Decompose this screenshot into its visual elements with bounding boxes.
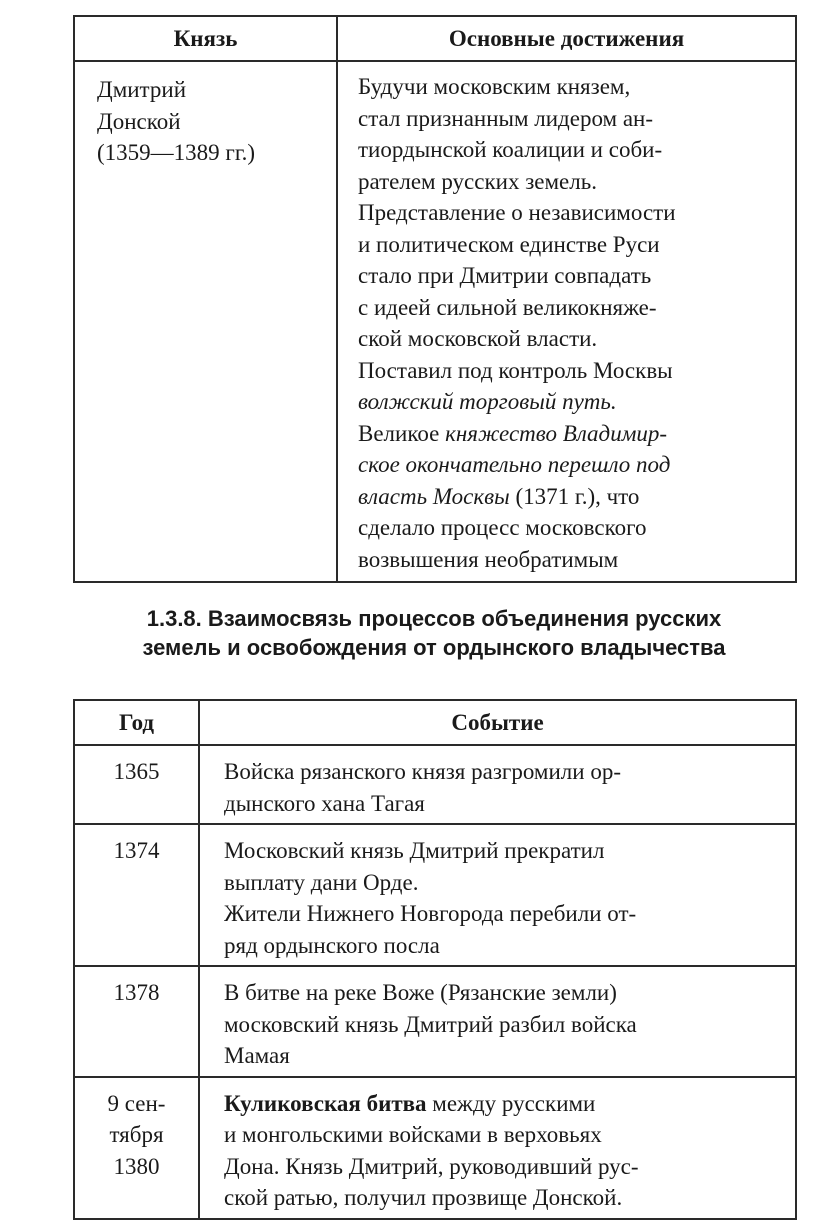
text-line — [358, 481, 795, 513]
text-line: с идеей сильной великокняже- — [358, 294, 657, 320]
text-line: стало при Дмитрии совпадать — [358, 263, 652, 288]
italic-term: волжский торговый путь. — [358, 389, 617, 414]
heading-line: 1.3.8. Взаимосвязь процессов объединения русских — [146, 606, 722, 631]
table-row — [74, 61, 796, 582]
date-note: (1371 г.), что — [515, 483, 640, 509]
table-header-row — [74, 700, 796, 745]
table-header-row — [74, 16, 796, 61]
italic-term: ское окончательно перешло под — [358, 452, 671, 477]
year-cell — [74, 824, 199, 966]
text-line: Поставил под контроль Москвы — [358, 357, 673, 383]
italic-term: власть Москвы — [358, 483, 510, 509]
year-cell — [74, 1077, 199, 1219]
events-table — [73, 699, 797, 1220]
event-text-line: и монгольскими войсками в верховьях — [224, 1122, 602, 1147]
event-cell — [199, 745, 796, 824]
event-cell — [199, 1077, 796, 1219]
event-cell — [199, 824, 796, 966]
event-cell — [199, 966, 796, 1077]
column-header-year: Год — [74, 700, 199, 745]
text-line: стал признанным лидером ан- — [358, 105, 654, 131]
table-row — [74, 1077, 796, 1219]
year-cell — [74, 745, 199, 824]
princes-table — [73, 15, 797, 583]
event-text-line: московский князь Дмитрий разбил войска — [224, 1011, 637, 1037]
section-heading — [73, 604, 795, 662]
table-row — [74, 824, 796, 966]
event-text-line: Мамая — [224, 1043, 290, 1068]
text-line — [358, 418, 795, 450]
event-text-line — [224, 1088, 795, 1120]
table-row — [74, 745, 796, 824]
text-line: рателем русских земель. — [358, 168, 597, 194]
event-text-line: Войска рязанского князя разгромили ор- — [224, 759, 621, 784]
table-row — [74, 966, 796, 1077]
event-text-line: Дона. Князь Дмитрий, руководивший рус- — [224, 1153, 639, 1179]
heading-line: земель и освобождения от ордынского владычества — [142, 635, 726, 660]
year-text: 1380 — [113, 1153, 160, 1179]
event-text-line: ской ратью, получил прозвище Донской. — [224, 1185, 623, 1210]
event-text-line: дынского хана Тагая — [224, 790, 425, 816]
event-bold-term: Куликовская битва — [224, 1090, 427, 1116]
event-text-line: Московский князь Дмитрий прекратил — [224, 838, 605, 863]
event-text-line: Жители Нижнего Новгорода перебили от- — [224, 901, 637, 926]
event-text-fragment: между русскими — [432, 1090, 596, 1116]
text-line: ской московской власти. — [358, 326, 598, 351]
prince-cell — [74, 61, 337, 582]
event-text-line: выплату дани Орде. — [224, 869, 419, 895]
achievements-cell — [337, 61, 796, 582]
mixed-italic-line: Великое княжество Владимир- — [358, 420, 668, 446]
column-header-prince: Князь — [74, 16, 337, 61]
text-line: тиордынской коалиции и соби- — [358, 137, 663, 162]
event-text-line: ряд ордынского посла — [224, 932, 440, 958]
prince-name-line: Донской — [97, 108, 181, 134]
event-text-line: В битве на реке Воже (Рязанские земли) — [224, 980, 617, 1005]
text-line: сделало процесс московского — [358, 515, 647, 540]
year-text: 9 сен- — [107, 1090, 166, 1116]
year-text: тября — [109, 1122, 164, 1147]
prince-name-line: Дмитрий — [97, 77, 187, 102]
year-cell — [74, 966, 199, 1077]
year-text: 1365 — [113, 759, 160, 784]
column-header-event: Событие — [199, 700, 796, 745]
year-text: 1374 — [113, 838, 160, 863]
text-line: и политическом единстве Руси — [358, 231, 660, 257]
text-line: Будучи московским князем, — [358, 74, 631, 99]
prince-reign-years: (1359—1389 гг.) — [97, 140, 256, 165]
text-line: Представление о независимости — [358, 200, 676, 225]
year-text: 1378 — [113, 980, 160, 1005]
column-header-achievements: Основные достижения — [337, 16, 796, 61]
text-line: возвышения необратимым — [358, 546, 619, 572]
